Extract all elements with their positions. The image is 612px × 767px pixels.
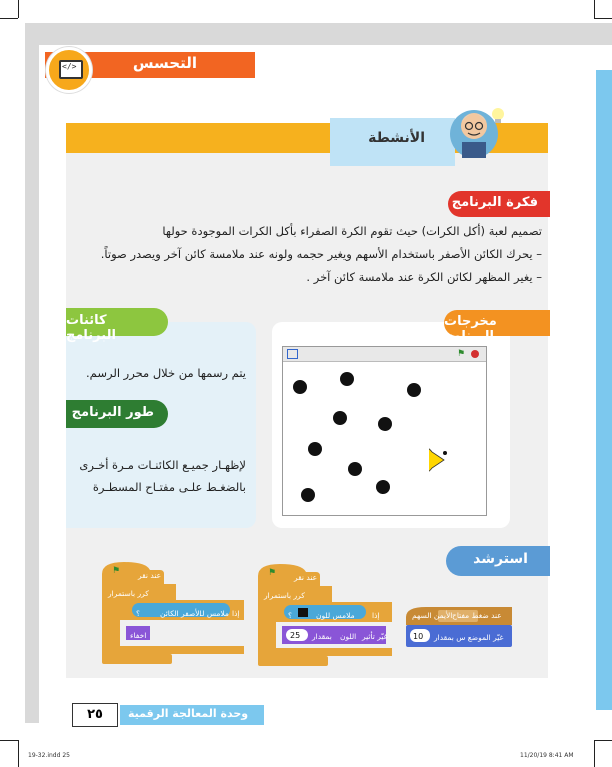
activities-title: الأنشطة — [368, 130, 425, 146]
program-outputs-label — [444, 310, 550, 344]
block-if: إذا — [232, 609, 240, 618]
pacman-sprite — [429, 445, 459, 475]
program-idea-label — [448, 191, 550, 217]
block-when-flag: عند نقر — [138, 571, 162, 580]
ball-sprite — [407, 383, 421, 397]
block-right-arrow: الأيمن السهم — [412, 611, 453, 620]
activities-box — [330, 118, 455, 166]
ball-sprite — [378, 417, 392, 431]
block-if: إذا — [372, 611, 380, 620]
ball-sprite — [376, 480, 390, 494]
block-question: ؟ — [136, 609, 140, 618]
block-touching: ملامس لـ — [200, 609, 229, 618]
develop-line-2: بالضغـط علـى مفتـاح المسطـرة — [92, 480, 246, 494]
guide-label — [446, 546, 550, 576]
page-number: ٢٥ — [72, 703, 118, 727]
ball-sprite — [308, 442, 322, 456]
crop-mark — [0, 18, 18, 19]
ball-sprite — [301, 488, 315, 502]
guide-title: استرشد — [473, 551, 528, 567]
ball-sprite — [348, 462, 362, 476]
fullscreen-icon[interactable] — [287, 349, 298, 359]
scratch-stage — [282, 346, 487, 516]
green-flag-icon: ⚑ — [112, 566, 121, 576]
green-flag-icon: ⚑ — [268, 568, 277, 578]
objects-text: يتم رسمها من خلال محرر الرسم. — [86, 366, 246, 380]
unit-bar — [120, 705, 264, 725]
block-when-key: عند ضغط مفتاح — [452, 611, 502, 620]
x-value: 10 — [413, 632, 424, 641]
program-objects-title: كائنات البرنامج — [66, 313, 116, 343]
develop-program-label — [66, 400, 168, 428]
crop-mark — [18, 740, 19, 767]
develop-line-1: لإظهـار جميـع الكائنـات مـرة أخـرى — [79, 458, 246, 472]
left-band — [25, 23, 39, 723]
slug-left: 19-32.indd 25 — [28, 752, 70, 759]
block-touching-color: ملامس للون — [316, 611, 355, 620]
idea-line-2: – يحرك الكائن الأصفر باستخدام الأسهم ويغير حجمه ولونه عند ملامسة كائن آخر ويصدر صوتاً. — [100, 247, 542, 261]
crop-mark — [0, 740, 18, 741]
program-idea-title: فكرة البرنامج — [451, 195, 538, 210]
idea-line-1: تصميم لعبة (أكل الكرات) حيث تقوم الكرة الصفراء بأكل الكرات الموجودة حولها — [162, 224, 542, 238]
section-title: التحسس — [132, 54, 197, 72]
block-by: بمقدار — [312, 632, 332, 641]
green-flag-icon[interactable]: ⚑ — [457, 349, 466, 359]
effect-value: 25 — [290, 631, 301, 640]
block-color: اللون — [340, 632, 357, 641]
program-outputs-title: مخرجات البرنامج — [444, 314, 497, 344]
ball-sprite — [340, 372, 354, 386]
teacher-avatar-icon — [448, 100, 508, 164]
top-band — [25, 23, 612, 45]
block-yellow-object: الأصفر الكائن — [160, 609, 202, 618]
idea-line-3: – يغير المظهر لكائن الكرة عند ملامسة كائن آخر . — [306, 270, 542, 284]
crop-mark — [594, 740, 595, 767]
crop-mark — [594, 18, 612, 19]
block-forever: كرر باستمرار — [264, 591, 305, 600]
block-hide: اخفاء — [130, 631, 147, 640]
ball-sprite — [293, 380, 307, 394]
unit-title: وحدة المعالجة الرقمية — [128, 707, 249, 720]
crop-mark — [594, 0, 595, 18]
right-band — [596, 70, 612, 710]
block-when-flag: عند نقر — [294, 573, 318, 582]
stop-icon[interactable] — [471, 350, 479, 358]
block-change-effect: غيّر تأثير — [362, 632, 388, 641]
develop-program-title: طور البرنامج — [71, 405, 154, 420]
program-objects-label — [66, 308, 168, 343]
slug-right: 11/20/19 8:41 AM — [520, 752, 574, 759]
crop-mark — [18, 0, 19, 18]
stage-toolbar — [283, 347, 486, 362]
computer-code-icon — [46, 47, 92, 93]
ball-sprite — [333, 411, 347, 425]
crop-mark — [594, 740, 612, 741]
block-change-x: غيّر الموضع س بمقدار — [434, 633, 504, 642]
block-forever: كرر باستمرار — [108, 589, 149, 598]
block-question: ؟ — [288, 611, 292, 620]
